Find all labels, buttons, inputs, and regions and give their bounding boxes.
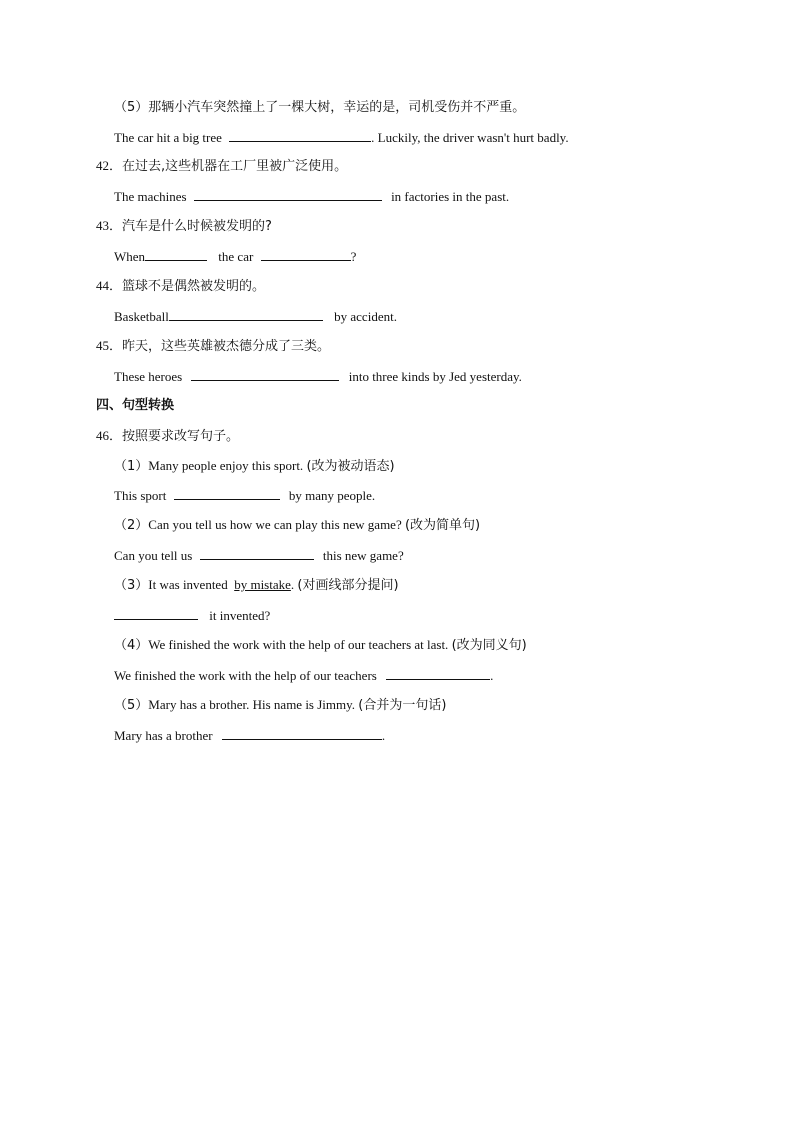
- q46-5-answer-line: [114, 727, 385, 743]
- q42-number: 42．: [96, 158, 123, 173]
- q44-chinese: 篮球不是偶然被发明的。: [122, 279, 266, 294]
- q44-pre-text: Basketball: [114, 309, 169, 324]
- q44-post-text: by accident.: [334, 309, 397, 324]
- section-4-heading: 四、句型转换: [96, 398, 175, 413]
- q43-pre-text: When: [114, 249, 146, 264]
- q45-post-text: into three kinds by Jed yesterday.: [348, 369, 522, 384]
- q46-2-label: （2）: [114, 518, 149, 533]
- q41-5-pre-text: The car hit a big tree: [114, 130, 222, 145]
- q42-pre-text: The machines: [114, 189, 187, 204]
- q45-number: 45．: [96, 338, 123, 353]
- q46-3-instruction: (对画线部分提问): [297, 578, 399, 593]
- q46-4-prompt: [114, 637, 527, 653]
- q46-2-instruction: (改为简单句): [404, 518, 481, 533]
- q46-5-pre-text: Mary has a brother: [114, 728, 213, 743]
- q42-chinese: 在过去,这些机器在工厂里被广泛使用。: [122, 159, 348, 174]
- q43-prompt: [96, 218, 272, 234]
- q46-5-label: （5）: [114, 698, 149, 713]
- q42-prompt: [96, 158, 347, 174]
- q45-pre-text: These heroes: [114, 369, 183, 384]
- q45-answer-line: [114, 368, 522, 384]
- q46-3-post-text: it invented?: [209, 608, 271, 623]
- q46-2-prompt: [114, 517, 480, 533]
- q41-5-chinese: 那辆小汽车突然撞上了一棵大树，幸运的是，司机受伤并不严重。: [148, 100, 526, 115]
- q44-number: 44．: [96, 278, 123, 293]
- q46-4-pre-text: We finished the work with the help of our teachers: [114, 668, 377, 683]
- q46-1-sentence: Many people enjoy this sport.: [148, 458, 304, 473]
- q43-blank-2[interactable]: [261, 248, 351, 261]
- q46-1-instruction: (改为被动语态): [306, 459, 395, 474]
- q46-5-post-text: .: [381, 728, 386, 743]
- q46-3-prompt: [114, 577, 399, 593]
- q46-5-instruction: (合并为一句话): [358, 698, 447, 713]
- q41-5-post-text: . Luckily, the driver wasn't hurt badly.: [371, 130, 569, 145]
- q45-prompt: [96, 338, 330, 354]
- q44-prompt: [96, 278, 265, 294]
- q46-4-answer-line: [114, 667, 493, 683]
- q44-blank[interactable]: [169, 308, 323, 321]
- q41-5-blank[interactable]: [229, 129, 371, 142]
- q46-4-blank[interactable]: [386, 667, 490, 680]
- q46-number: 46．: [96, 428, 123, 443]
- q46-2-post-text: this new game?: [322, 548, 404, 563]
- q42-blank[interactable]: [194, 188, 382, 201]
- q46-5-prompt: [114, 697, 446, 713]
- q46-4-label: （4）: [114, 638, 149, 653]
- q46-4-post-text: .: [490, 668, 494, 683]
- q45-blank[interactable]: [191, 368, 339, 381]
- q46-3-sentence-pre: It was invented: [148, 577, 228, 592]
- q43-mid-text: the car: [218, 249, 254, 264]
- q46-1-post-text: by many people.: [288, 488, 376, 503]
- q46-1-pre-text: This sport: [114, 488, 167, 503]
- q46-4-sentence: We finished the work with the help of our teachers at last.: [148, 637, 449, 652]
- q46-3-label: （3）: [114, 578, 149, 593]
- q46-2-blank[interactable]: [200, 547, 314, 560]
- q46-1-prompt: [114, 458, 395, 474]
- q46-3-blank[interactable]: [114, 607, 198, 620]
- q41-5-answer-line: [114, 129, 569, 145]
- q46-4-instruction: (改为同义句): [451, 638, 527, 653]
- q43-chinese: 汽车是什么时候被发明的?: [122, 219, 272, 234]
- q42-post-text: in factories in the past.: [391, 189, 510, 204]
- q43-post-text: ?: [350, 249, 357, 264]
- q41-5-label: （5）: [114, 100, 149, 115]
- q46-5-sentence: Mary has a brother. His name is Jimmy.: [148, 697, 356, 712]
- q42-answer-line: [114, 188, 509, 204]
- q46-1-answer-line: [114, 487, 375, 503]
- q46-2-answer-line: [114, 547, 404, 563]
- q45-chinese: 昨天，这些英雄被杰德分成了三类。: [122, 339, 331, 354]
- q43-answer-line: [114, 248, 356, 264]
- q44-answer-line: [114, 308, 397, 324]
- q46-3-sentence-post: .: [290, 577, 295, 592]
- q43-number: 43．: [96, 218, 123, 233]
- q46-5-blank[interactable]: [222, 727, 382, 740]
- q46-2-sentence: Can you tell us how we can play this new game?: [148, 517, 402, 532]
- q46-3-answer-line: [114, 607, 270, 623]
- q46-prompt: [96, 428, 239, 444]
- q46-3-underlined-part: by mistake: [234, 577, 291, 592]
- q46-chinese: 按照要求改写句子。: [122, 429, 240, 444]
- q46-2-pre-text: Can you tell us: [114, 548, 193, 563]
- q41-5-prompt: [114, 99, 525, 115]
- q43-blank-1[interactable]: [145, 248, 207, 261]
- q46-1-label: （1）: [114, 459, 149, 474]
- q46-1-blank[interactable]: [174, 487, 280, 500]
